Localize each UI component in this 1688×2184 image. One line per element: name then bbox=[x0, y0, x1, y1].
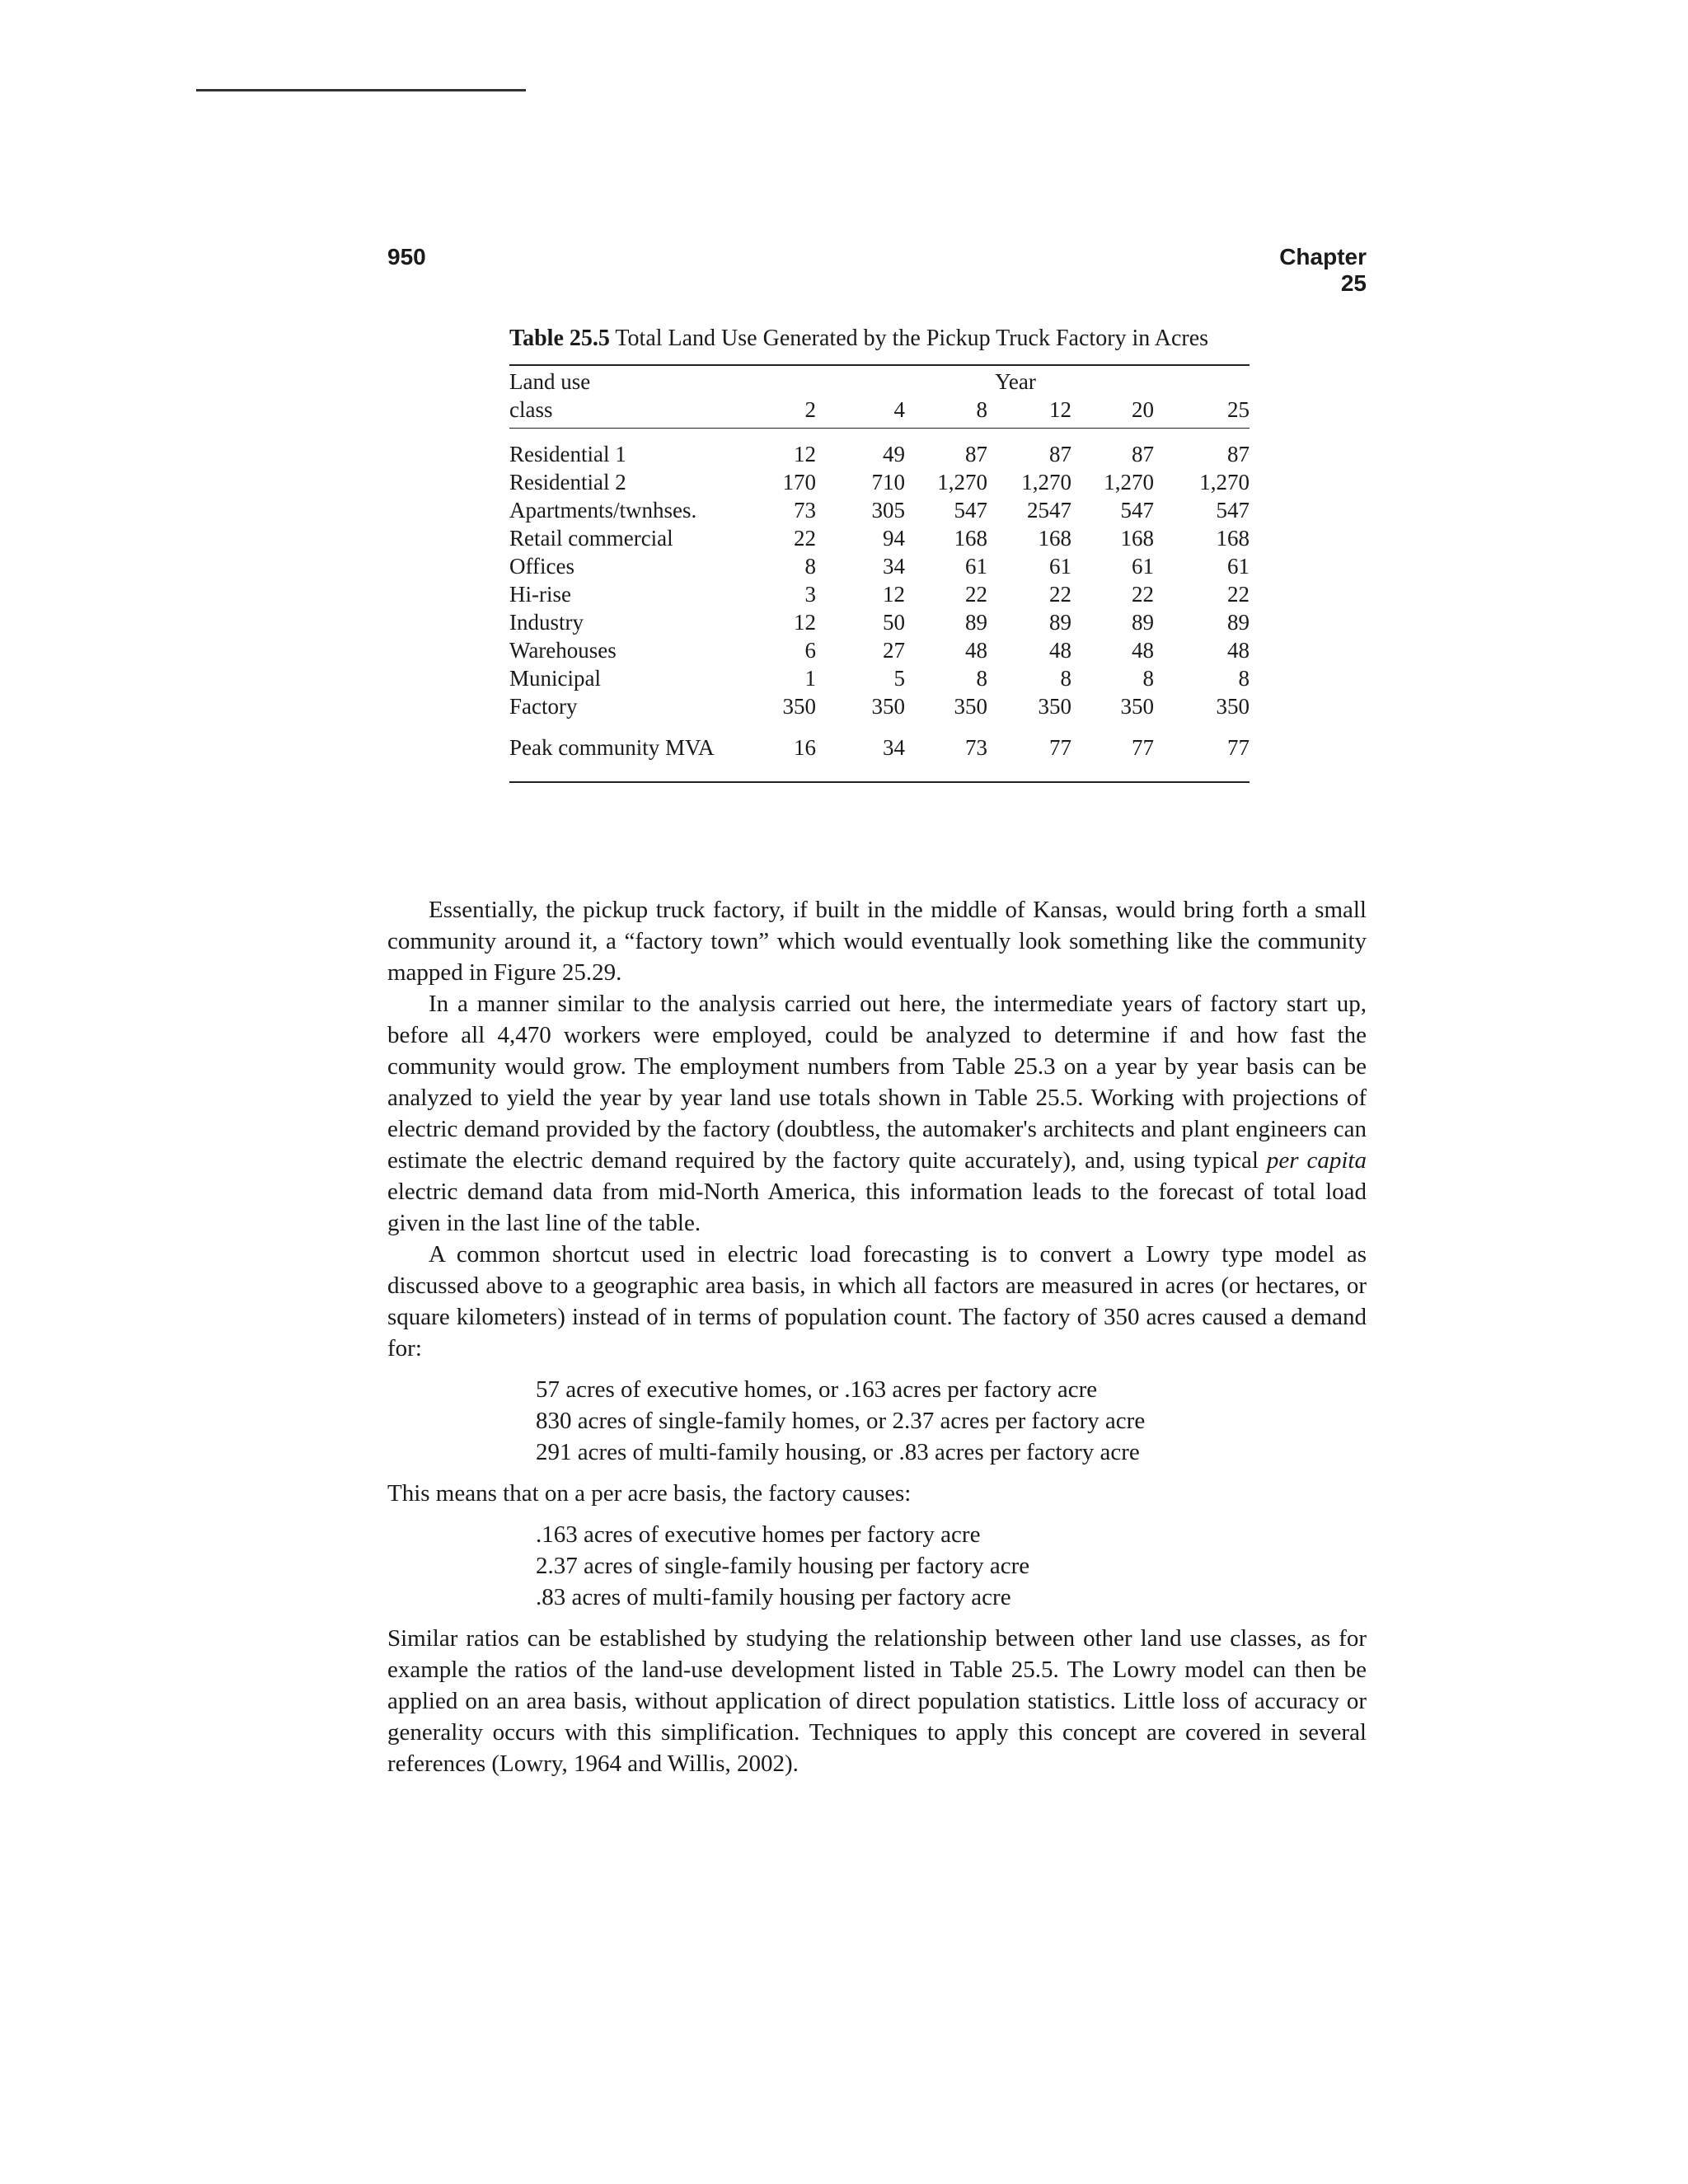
cell: 77 bbox=[1132, 735, 1154, 760]
col-header-top: Land use bbox=[509, 369, 591, 394]
cell: 350 bbox=[1120, 694, 1154, 719]
table-body bbox=[509, 440, 1250, 720]
row-label: Residential 1 bbox=[509, 442, 626, 466]
cell: 87 bbox=[965, 442, 987, 466]
table-row bbox=[509, 608, 1250, 636]
cell: 87 bbox=[1227, 442, 1250, 466]
cell: 8 bbox=[976, 666, 987, 691]
cell: 8 bbox=[1238, 666, 1250, 691]
cell: 5 bbox=[893, 666, 905, 691]
year-col: 25 bbox=[1227, 397, 1250, 422]
row-label: Industry bbox=[509, 610, 584, 635]
land-use-table bbox=[509, 368, 1250, 762]
cell: 168 bbox=[954, 526, 987, 551]
cell: 6 bbox=[804, 638, 816, 663]
table-header-row-1 bbox=[509, 368, 1250, 396]
paragraph-2-b: electric demand data from mid-North America, this information leads to the forecast of total load given in the last line of the table. bbox=[387, 1179, 1367, 1236]
cell: 87 bbox=[1132, 442, 1154, 466]
cell: 22 bbox=[1049, 582, 1071, 607]
cell: 1,270 bbox=[937, 470, 987, 494]
cell: 94 bbox=[883, 526, 905, 551]
table-header-row-2 bbox=[509, 396, 1250, 424]
table-row bbox=[509, 468, 1250, 496]
year-col: 12 bbox=[1049, 397, 1071, 422]
cell: 12 bbox=[794, 610, 816, 635]
cell: 350 bbox=[782, 694, 816, 719]
row-label: Factory bbox=[509, 694, 578, 719]
cell: 48 bbox=[965, 638, 987, 663]
table-top-rule bbox=[509, 364, 1250, 366]
cell: 49 bbox=[883, 442, 905, 466]
cell: 168 bbox=[1216, 526, 1250, 551]
table-caption bbox=[509, 326, 1208, 352]
row-label: Peak community MVA bbox=[509, 735, 715, 760]
cell: 61 bbox=[1227, 554, 1250, 579]
list-item: 2.37 acres of single-family housing per factory acre bbox=[536, 1553, 1030, 1579]
page-number: 950 bbox=[387, 244, 426, 269]
paragraph-2-em: per capita bbox=[1266, 1147, 1367, 1174]
table-row bbox=[509, 496, 1250, 524]
row-label: Warehouses bbox=[509, 638, 617, 663]
table-bottom-rule bbox=[509, 781, 1250, 783]
cell: 50 bbox=[883, 610, 905, 635]
cell: 547 bbox=[954, 498, 987, 523]
list-item: .83 acres of multi-family housing per factory acre bbox=[536, 1584, 1011, 1610]
table-label: Table 25.5 bbox=[509, 326, 610, 351]
cell: 77 bbox=[1227, 735, 1250, 760]
year-col: 4 bbox=[893, 397, 905, 422]
cell: 87 bbox=[1049, 442, 1071, 466]
cell: 350 bbox=[1038, 694, 1071, 719]
cell: 16 bbox=[794, 735, 816, 760]
cell: 48 bbox=[1227, 638, 1250, 663]
cell: 350 bbox=[954, 694, 987, 719]
list-item: 830 acres of single-family homes, or 2.37 acres per factory acre bbox=[536, 1408, 1146, 1434]
ratio-list bbox=[536, 1519, 1367, 1613]
cell: 1,270 bbox=[1021, 470, 1071, 494]
paragraph-3: A common shortcut used in electric load forecasting is to convert a Lowry type model as discussed above to a geographic area basis, in which all factors are measured in acres (or hectares, or square kilometers) instead of in terms of population count. The factory of 350 acres caused a demand for: bbox=[387, 1241, 1367, 1361]
row-label: Hi-rise bbox=[509, 582, 571, 607]
table-row bbox=[509, 524, 1250, 552]
chapter-title: Chapter 25 bbox=[1279, 244, 1367, 296]
list-item: .163 acres of executive homes per factory acre bbox=[536, 1521, 981, 1548]
cell: 8 bbox=[1060, 666, 1071, 691]
table-row bbox=[509, 692, 1250, 720]
cell: 89 bbox=[1227, 610, 1250, 635]
cell: 350 bbox=[1216, 694, 1250, 719]
table-title: Total Land Use Generated by the Pickup Truck Factory in Acres bbox=[615, 326, 1209, 351]
cell: 22 bbox=[965, 582, 987, 607]
col-header-bottom: class bbox=[509, 397, 553, 422]
cell: 547 bbox=[1216, 498, 1250, 523]
cell: 22 bbox=[1227, 582, 1250, 607]
cell: 168 bbox=[1120, 526, 1154, 551]
cell: 48 bbox=[1049, 638, 1071, 663]
row-label: Retail commercial bbox=[509, 526, 673, 551]
cell: 34 bbox=[883, 554, 905, 579]
row-label: Municipal bbox=[509, 666, 601, 691]
cell: 34 bbox=[883, 735, 905, 760]
cell: 710 bbox=[871, 470, 905, 494]
cell: 22 bbox=[1132, 582, 1154, 607]
list-item: 57 acres of executive homes, or .163 acres per factory acre bbox=[536, 1376, 1098, 1403]
paragraph-2 bbox=[387, 988, 1367, 1239]
cell: 2547 bbox=[1027, 498, 1071, 523]
cell: 3 bbox=[804, 582, 816, 607]
cell: 89 bbox=[1132, 610, 1154, 635]
cell: 48 bbox=[1132, 638, 1154, 663]
cell: 61 bbox=[1132, 554, 1154, 579]
paragraph-2-a: In a manner similar to the analysis carried out here, the intermediate years of factory start up, before all 4,470 workers were employed, could be analyzed to determine if and how fast the community would grow. The employment numbers from Table 25.3 on a year by year basis can be analyzed to yield the year by year land use totals shown in Table 25.5. Working with projections of electric demand provided by the factory (doubtless, the automaker's architects and plant engineers can estimate the electric demand required by the factory quite accurately), and, using typical bbox=[387, 991, 1367, 1174]
cell: 305 bbox=[871, 498, 905, 523]
cell: 22 bbox=[794, 526, 816, 551]
cell: 73 bbox=[965, 735, 987, 760]
cell: 1 bbox=[804, 666, 816, 691]
year-col: 20 bbox=[1132, 397, 1154, 422]
year-header: Year bbox=[995, 369, 1036, 394]
cell: 1,270 bbox=[1104, 470, 1154, 494]
cell: 77 bbox=[1049, 735, 1071, 760]
cell: 27 bbox=[883, 638, 905, 663]
paragraph-4: This means that on a per acre basis, the factory causes: bbox=[387, 1480, 912, 1507]
top-rule bbox=[196, 89, 526, 91]
paragraph-5: Similar ratios can be established by studying the relationship between other land use classes, as for example the ratios of the land-use development listed in Table 25.5. The Lowry model can then be applied on an area basis, without application of direct population statistics. Little loss of accuracy or generality occurs with this simplification. Techniques to apply this concept are covered in several references (Lowry, 1964 and Willis, 2002). bbox=[387, 1625, 1367, 1777]
table-row bbox=[509, 580, 1250, 608]
cell: 350 bbox=[871, 694, 905, 719]
year-col: 8 bbox=[976, 397, 987, 422]
table-row bbox=[509, 636, 1250, 664]
cell: 61 bbox=[965, 554, 987, 579]
row-label: Residential 2 bbox=[509, 470, 626, 494]
list-item: 291 acres of multi-family housing, or .83 acres per factory acre bbox=[536, 1439, 1140, 1465]
table-row bbox=[509, 664, 1250, 692]
table-row bbox=[509, 440, 1250, 468]
cell: 12 bbox=[883, 582, 905, 607]
cell: 73 bbox=[794, 498, 816, 523]
cell: 168 bbox=[1038, 526, 1071, 551]
year-col: 2 bbox=[804, 397, 816, 422]
cell: 8 bbox=[804, 554, 816, 579]
table-row bbox=[509, 552, 1250, 580]
row-label: Offices bbox=[509, 554, 574, 579]
row-label: Apartments/twnhses. bbox=[509, 498, 697, 523]
demand-list bbox=[536, 1374, 1367, 1468]
cell: 547 bbox=[1120, 498, 1154, 523]
cell: 89 bbox=[1049, 610, 1071, 635]
paragraph-1: Essentially, the pickup truck factory, if built in the middle of Kansas, would bring forth a small community around it, a “factory town” which would eventually look something like the community mapped in Figure 25.29. bbox=[387, 897, 1367, 986]
cell: 12 bbox=[794, 442, 816, 466]
cell: 1,270 bbox=[1199, 470, 1250, 494]
body-text bbox=[387, 894, 1367, 1779]
cell: 61 bbox=[1049, 554, 1071, 579]
cell: 170 bbox=[782, 470, 816, 494]
cell: 8 bbox=[1142, 666, 1154, 691]
table-row-peak bbox=[509, 733, 1250, 762]
cell: 89 bbox=[965, 610, 987, 635]
